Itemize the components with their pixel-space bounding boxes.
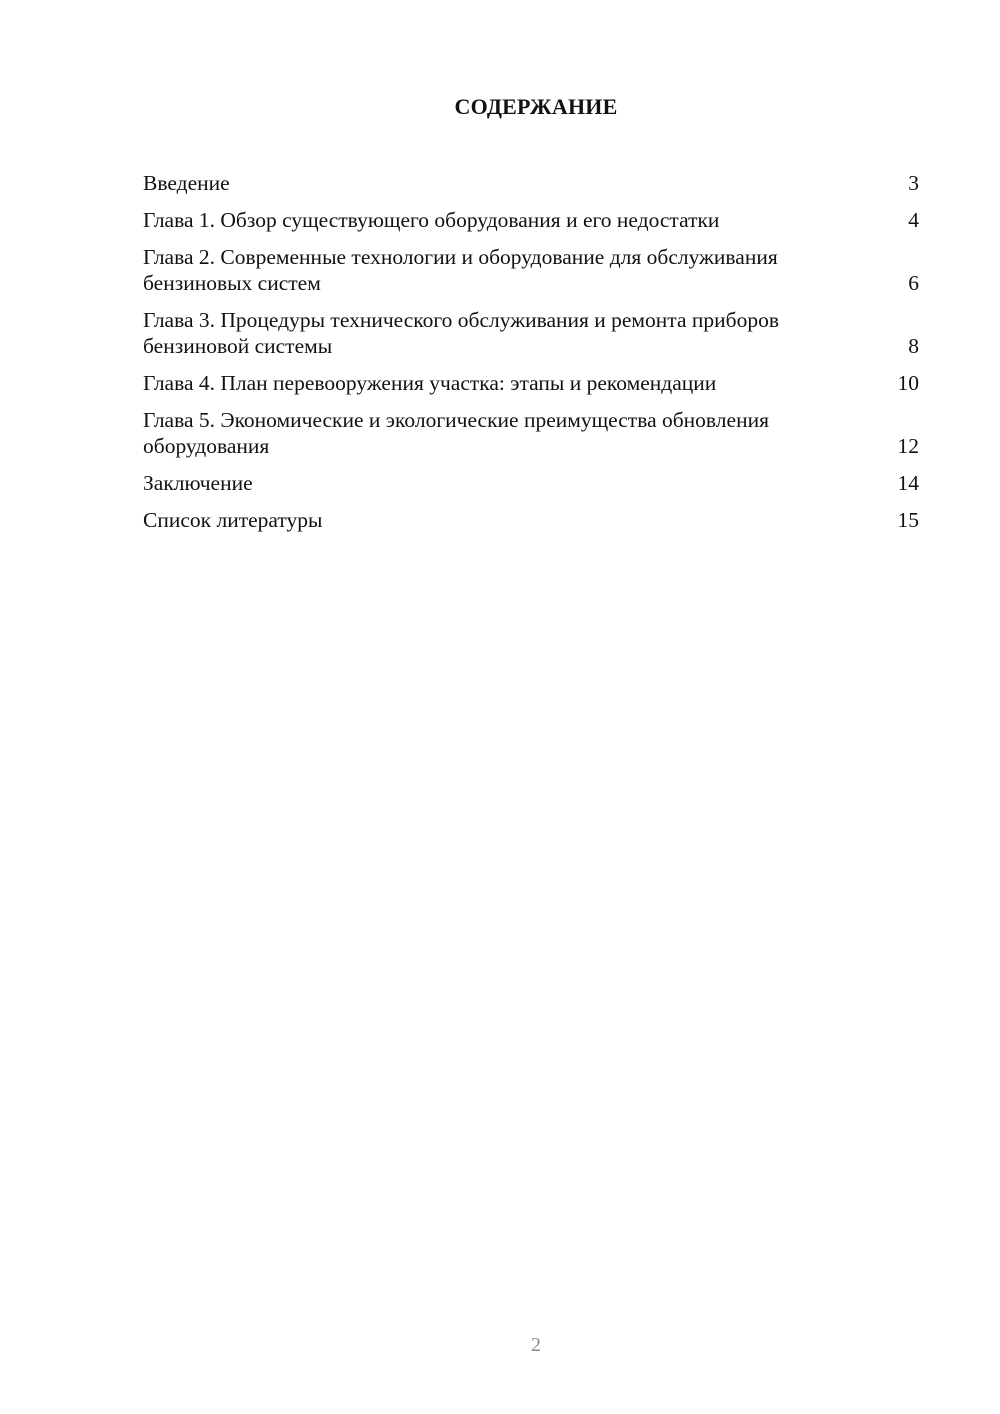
page-title: СОДЕРЖАНИЕ <box>454 94 618 119</box>
page-number: 2 <box>531 1334 541 1356</box>
toc-entry-chapter-5[interactable] <box>143 407 919 459</box>
toc-entry-page: 3 <box>908 171 919 195</box>
toc-entry-title: Глава 3. Процедуры технического обслуживания и ремонта приборов бензиновой системы <box>143 308 779 358</box>
toc-entry-bibliography[interactable] <box>143 507 919 533</box>
toc-entry-page: 10 <box>897 371 919 395</box>
toc-entry-page: 12 <box>897 434 919 458</box>
toc-entry-conclusion[interactable] <box>143 470 919 496</box>
toc-entry-title: Введение <box>143 171 230 195</box>
toc-entry-title: Глава 4. План перевооружения участка: этапы и рекомендации <box>143 371 717 395</box>
toc-entry-introduction[interactable] <box>143 170 919 196</box>
toc-entry-title: Заключение <box>143 471 253 495</box>
toc-entry-title: Глава 1. Обзор существующего оборудования и его недостатки <box>143 208 720 232</box>
toc-entry-page: 14 <box>897 471 919 495</box>
toc-entry-title: Глава 2. Современные технологии и оборудование для обслуживания бензиновых систем <box>143 245 778 295</box>
toc-entry-chapter-3[interactable] <box>143 307 919 359</box>
toc-entry-page: 6 <box>908 271 919 295</box>
toc-entry-page: 15 <box>897 508 919 532</box>
toc-entry-chapter-4[interactable] <box>143 370 919 396</box>
toc-entry-title: Список литературы <box>143 508 323 532</box>
toc-entry-title: Глава 5. Экономические и экологические преимущества обновления оборудования <box>143 408 769 458</box>
toc-entry-chapter-1[interactable] <box>143 207 919 233</box>
toc-entry-page: 4 <box>908 208 919 232</box>
toc-entry-page: 8 <box>908 334 919 358</box>
toc-entry-chapter-2[interactable] <box>143 244 919 296</box>
table-of-contents <box>143 170 919 544</box>
